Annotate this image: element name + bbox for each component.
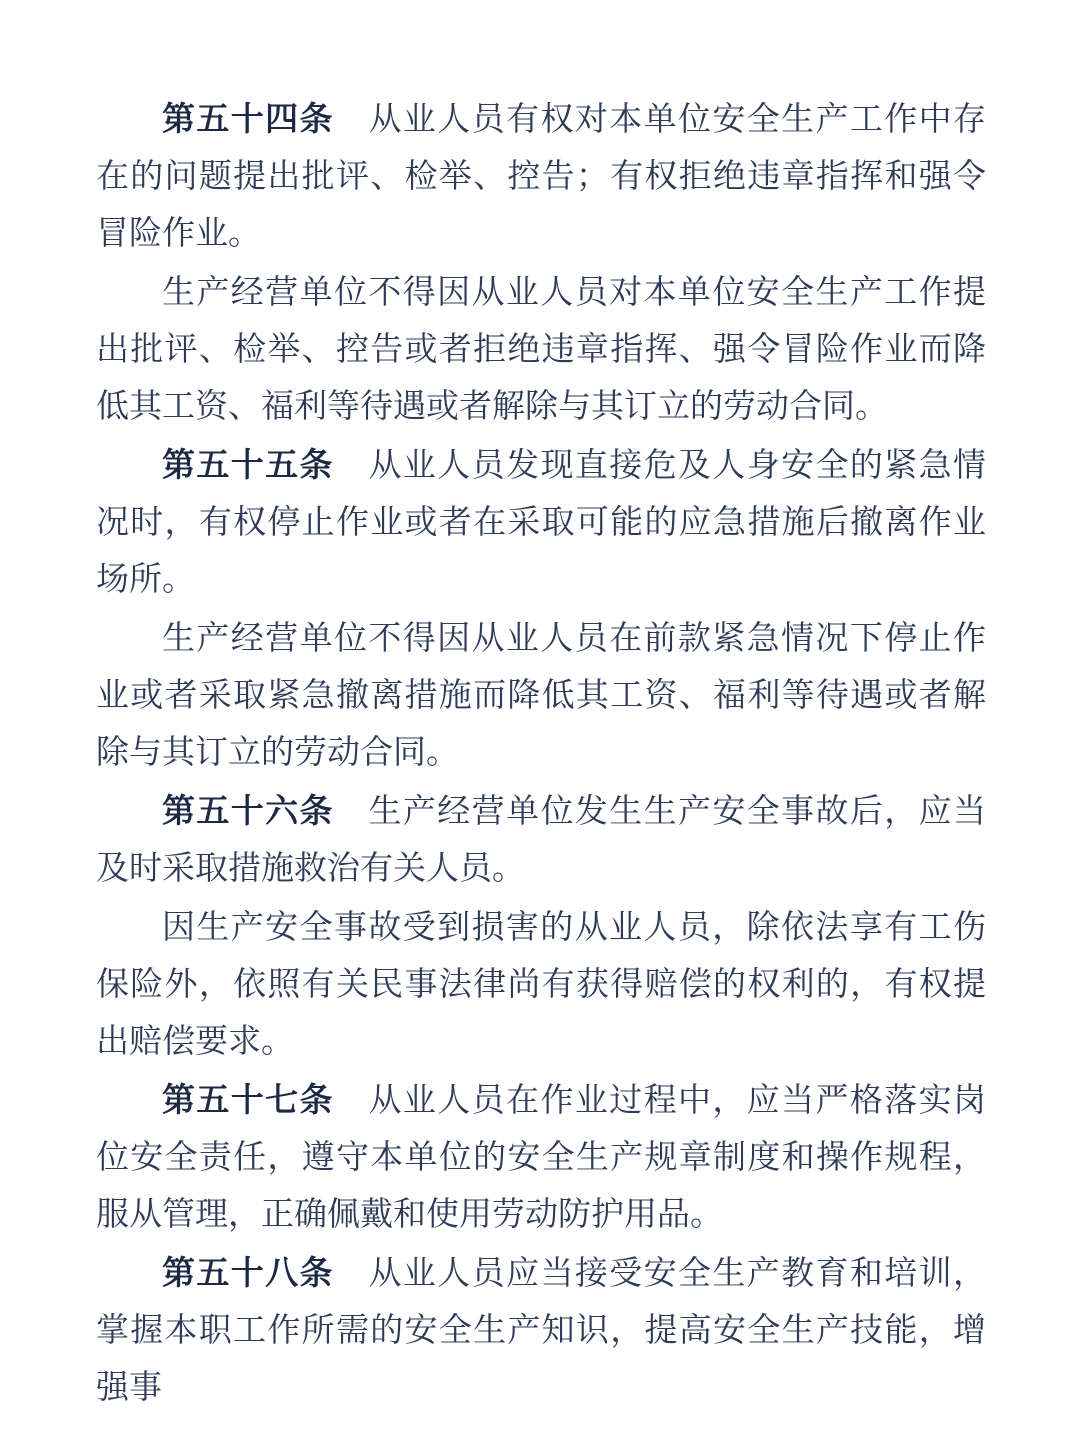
article-55-paragraph-2 — [96, 609, 986, 782]
article-number-label: 第五十八条 — [162, 1254, 334, 1291]
paragraph-text: 从业人员发现直接危及人身安全的紧急情况时，有权停止作业或者在采取可能的应急措施后撤离作业场所。 — [96, 448, 987, 598]
paragraph-text: 从业人员在作业过程中，应当严格落实岗位安全责任，遵守本单位的安全生产规章制度和操作规程，服从管理，正确佩戴和使用劳动防护用品。 — [96, 1083, 987, 1233]
paragraph-text: 从业人员有权对本单位安全生产工作中存在的问题提出批评、检举、控告；有权拒绝违章指挥和强令冒险作业。 — [96, 102, 987, 252]
article-54-paragraph-2 — [96, 263, 986, 436]
article-58-paragraph-1 — [96, 1244, 986, 1417]
article-56-paragraph-1 — [96, 782, 986, 898]
article-55-paragraph-1 — [96, 436, 986, 609]
article-number-label: 第五十五条 — [162, 446, 334, 483]
paragraph-text: 从业人员应当接受安全生产教育和培训，掌握本职工作所需的安全生产知识，提高安全生产技能，增强事 — [96, 1256, 987, 1406]
paragraph-text: 生产经营单位不得因从业人员在前款紧急情况下停止作业或者采取紧急撤离措施而降低其工资、福利等待遇或者解除与其订立的劳动合同。 — [96, 621, 986, 771]
article-number-label: 第五十四条 — [162, 100, 334, 137]
article-number-label: 第五十七条 — [162, 1081, 334, 1118]
article-54-paragraph-1 — [96, 90, 986, 263]
article-number-label: 第五十六条 — [162, 792, 334, 829]
article-56-paragraph-2 — [96, 898, 986, 1071]
paragraph-text: 生产经营单位发生生产安全事故后，应当及时采取措施救治有关人员。 — [96, 794, 987, 887]
paragraph-text: 因生产安全事故受到损害的从业人员，除依法享有工伤保险外，依照有关民事法律尚有获得赔偿的权利的，有权提出赔偿要求。 — [96, 910, 986, 1060]
article-57-paragraph-1 — [96, 1071, 986, 1244]
paragraph-text: 生产经营单位不得因从业人员对本单位安全生产工作提出批评、检举、控告或者拒绝违章指挥、强令冒险作业而降低其工资、福利等待遇或者解除与其订立的劳动合同。 — [96, 275, 986, 425]
